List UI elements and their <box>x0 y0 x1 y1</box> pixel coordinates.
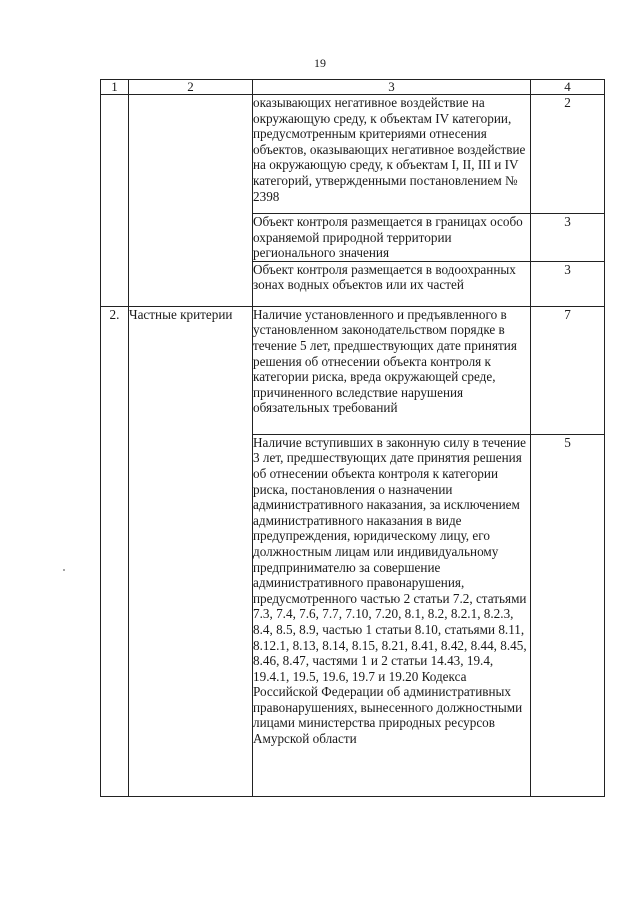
header-col-2: 2 <box>129 80 253 95</box>
criterion-score: 5 <box>531 434 605 796</box>
criterion-score: 3 <box>531 214 605 262</box>
header-col-1: 1 <box>101 80 129 95</box>
criterion-score: 3 <box>531 261 605 306</box>
criterion-score: 7 <box>531 306 605 434</box>
criterion-score: 2 <box>531 95 605 214</box>
header-col-3: 3 <box>253 80 531 95</box>
criteria-group <box>129 95 253 307</box>
table-row <box>101 306 605 434</box>
criterion-text: Объект контроля размещается в границах особо охраняемой природной территории регионального значения <box>253 214 531 262</box>
row-number: 2. <box>101 306 129 796</box>
criteria-group: Частные критерии <box>129 306 253 796</box>
table-row <box>101 95 605 214</box>
criteria-table <box>100 79 605 797</box>
table-header-row <box>101 80 605 95</box>
criterion-text: Наличие вступивших в законную силу в течение 3 лет, предшествующих дате принятия решения об отнесении объекта контроля к категории риска, постановления о назначении административного наказания, за исключением административного наказания в виде предупреждения, юридическому лицу, его должностным лицам или индивидуальному предпринимателю за совершение административного правонарушения, предусмотренного частью 2 статьи 7.2, статьями 7.3, 7.4, 7.6, 7.7, 7.10, 7.20, 8.1, 8.2, 8.2.1, 8.2.3, 8.4, 8.5, 8.9, частью 1 статьи 8.10, статьями 8.11, 8.12.1, 8.13, 8.14, 8.15, 8.21, 8.41, 8.42, 8.44, 8.45, 8.46, 8.47, частями 1 и 2 статьи 14.43, 19.4, 19.4.1, 19.5, 19.6, 19.7 и 19.20 Кодекса Российской Федерации об административных правонарушениях, вынесенного должностными лицами министерства природных ресурсов Амурской области <box>253 434 531 796</box>
criterion-text: Наличие установленного и предъявленного в установленном законодательством порядке в течение 5 лет, предшествующих дате принятия решения об отнесении объекта контроля к категории риска, вреда окружающей среде, причиненного вследствие нарушения обязательных требований <box>253 306 531 434</box>
page-number: 19 <box>314 56 326 70</box>
scan-speck <box>63 569 65 571</box>
criterion-text: оказывающих негативное воздействие на окружающую среду, к объектам IV категории, предусмотренным критериями отнесения объектов, оказывающих негативное воздействие на окружающую среду, к объектам I, II, III и IV категорий, утвержденными постановлением № 2398 <box>253 95 531 214</box>
criterion-text: Объект контроля размещается в водоохранных зонах водных объектов или их частей <box>253 261 531 306</box>
header-col-4: 4 <box>531 80 605 95</box>
row-number <box>101 95 129 307</box>
